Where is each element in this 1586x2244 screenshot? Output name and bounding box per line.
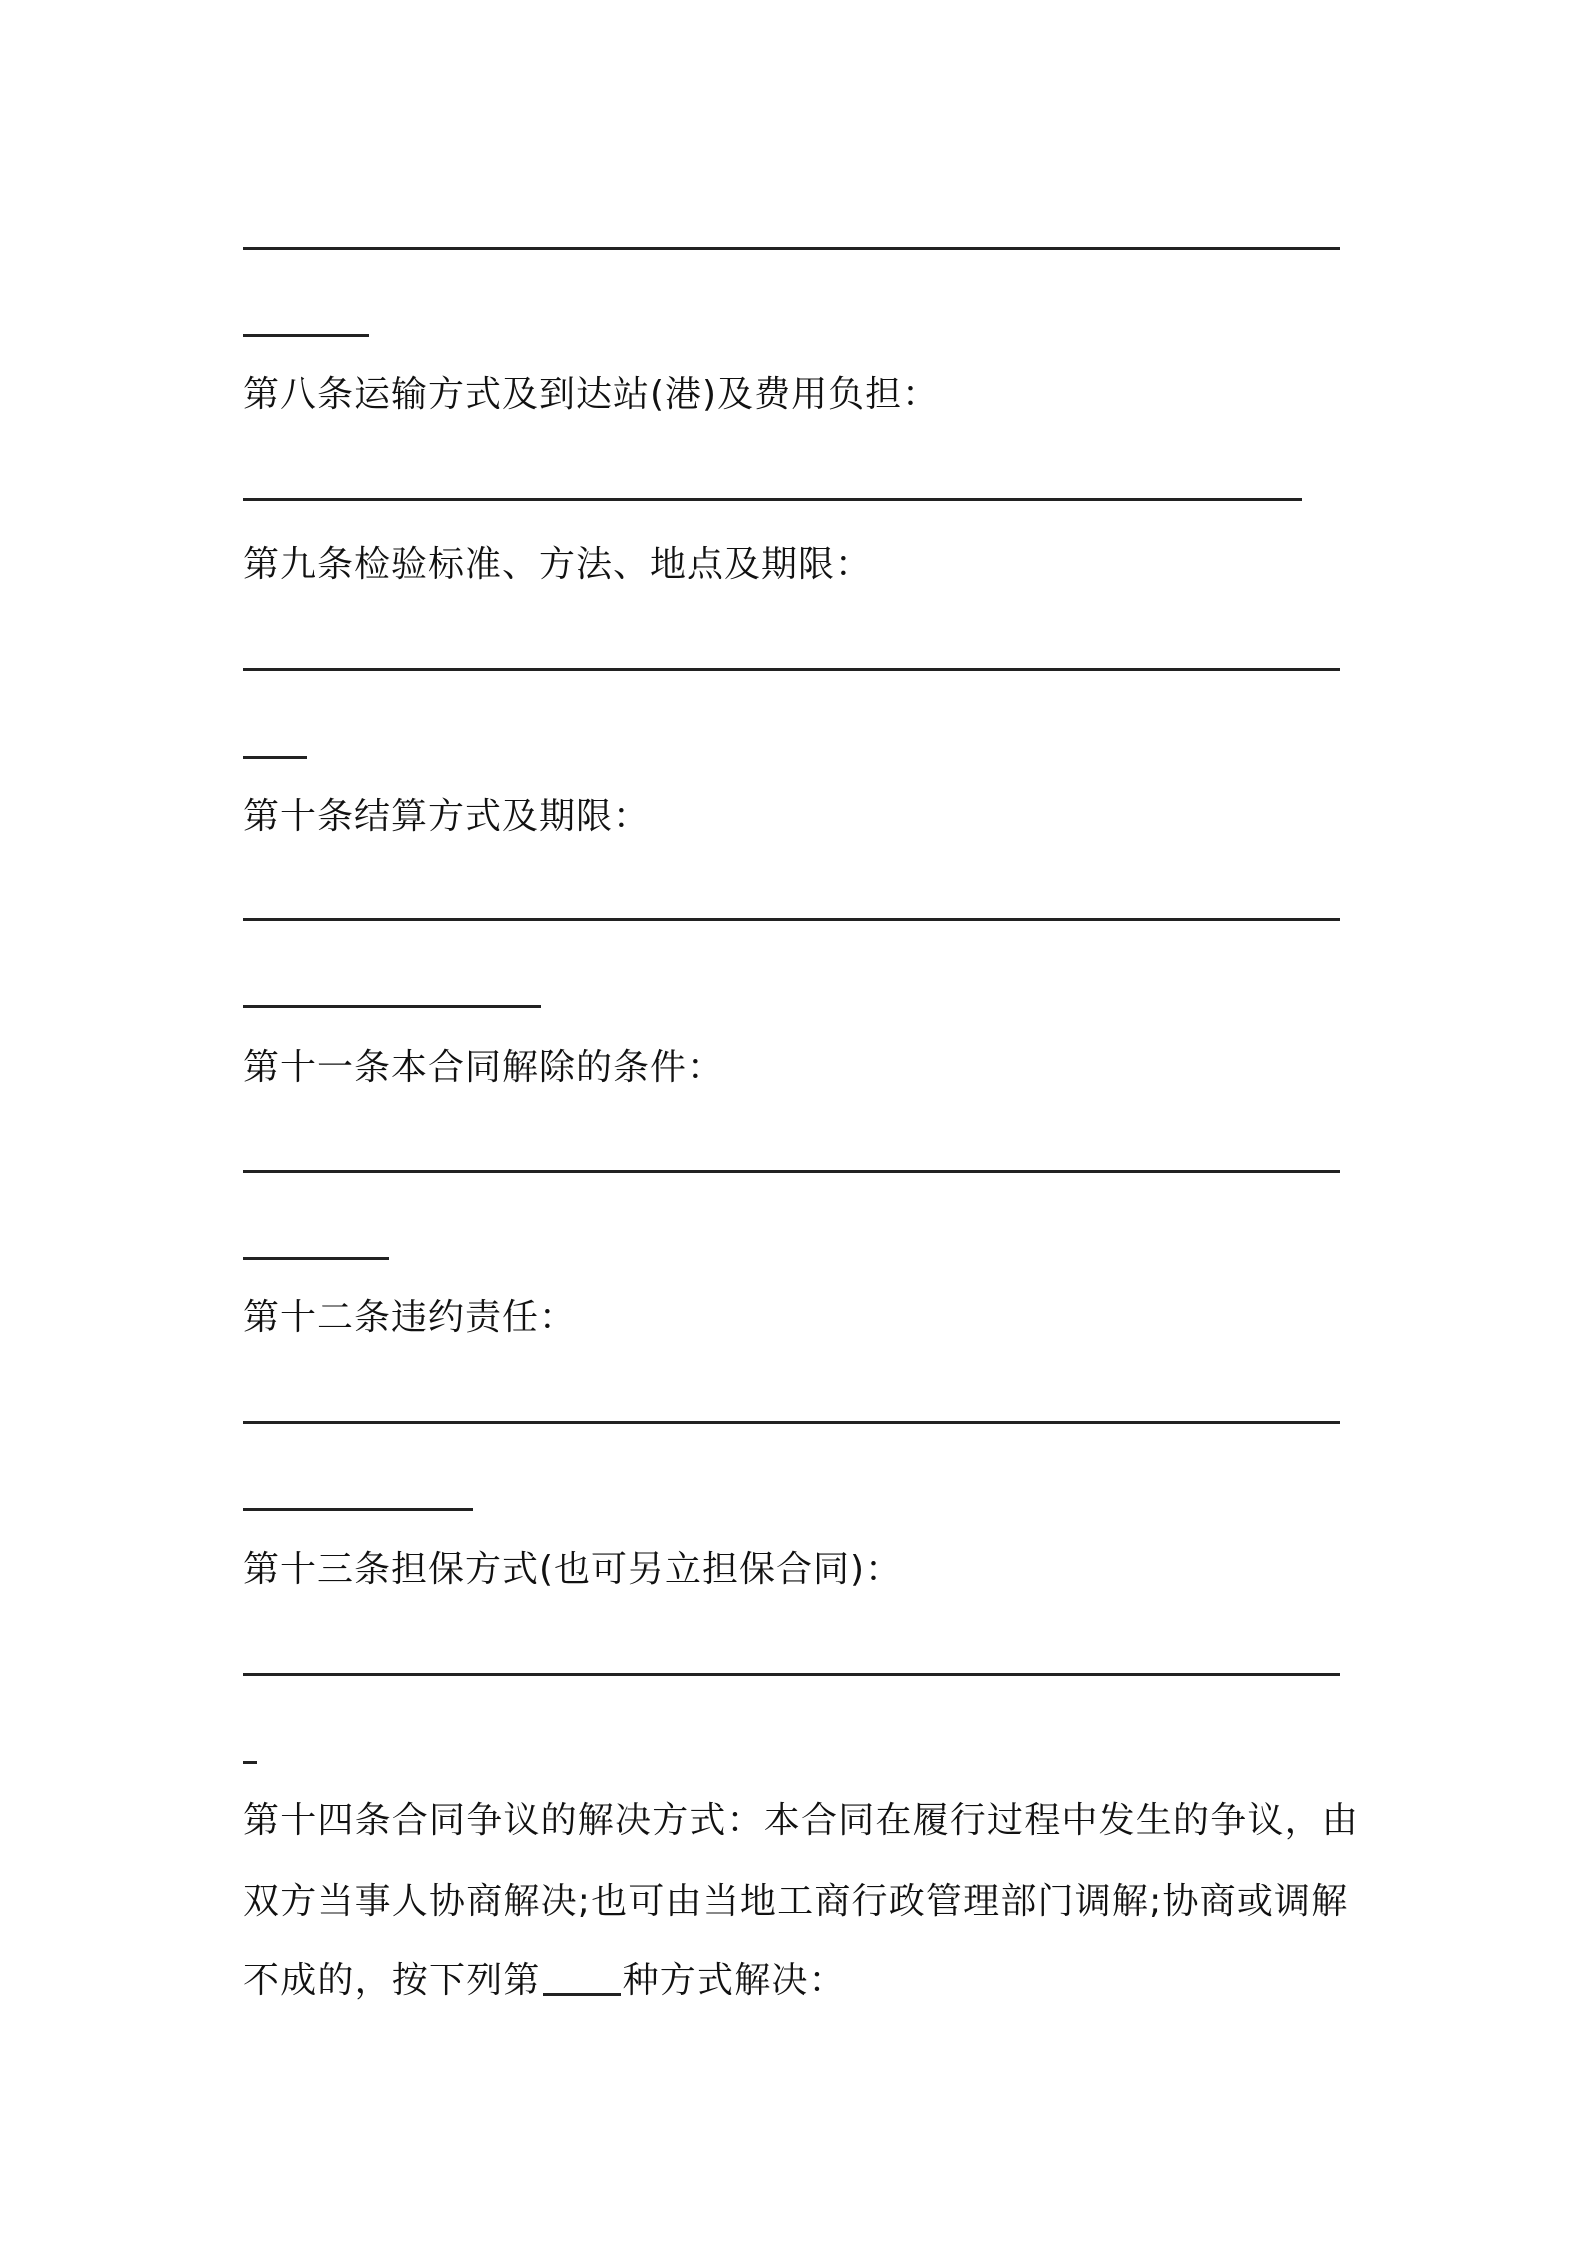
clause-14-line-3-after-blank: 种方式解决：: [622, 1960, 846, 2001]
clause-13-fill-line[interactable]: [243, 1761, 257, 1764]
clause-9-fill-line[interactable]: [243, 668, 1340, 671]
method-number-blank[interactable]: [543, 1993, 621, 1996]
clause-13-label: 第十三条担保方式(也可另立担保合同)：: [243, 1549, 903, 1590]
clause-11-fill-line[interactable]: [243, 1257, 389, 1260]
clause-9-label: 第九条检验标准、方法、地点及期限：: [243, 544, 873, 585]
clause-14-line-2: 双方当事人协商解决;也可由当地工商行政管理部门调解;协商或调解: [243, 1881, 1349, 1922]
clause-12-fill-line[interactable]: [243, 1421, 1340, 1424]
clause-14-line-1: 第十四条合同争议的解决方式：本合同在履行过程中发生的争议，由: [243, 1800, 1360, 1841]
clause-9-fill-line[interactable]: [243, 756, 307, 759]
clause-11-fill-line[interactable]: [243, 1170, 1340, 1173]
clause-14-line-3: [243, 1958, 846, 2004]
clause-8-label: 第八条运输方式及到达站(港)及费用负担：: [243, 374, 940, 415]
clause-11-label: 第十一条本合同解除的条件：: [243, 1047, 725, 1088]
clause-10-fill-line[interactable]: [243, 918, 1340, 921]
clause-14-line-3-before-blank: 不成的，按下列第: [243, 1960, 541, 2001]
clause-8-fill-line[interactable]: [243, 498, 1302, 501]
clause-13-fill-line[interactable]: [243, 1673, 1340, 1676]
clause-12-fill-line[interactable]: [243, 1508, 473, 1511]
blank-fill-line[interactable]: [243, 334, 369, 337]
blank-fill-line[interactable]: [243, 247, 1340, 250]
clause-10-fill-line[interactable]: [243, 1005, 541, 1008]
clause-10-label: 第十条结算方式及期限：: [243, 796, 651, 837]
clause-12-label: 第十二条违约责任：: [243, 1297, 577, 1338]
